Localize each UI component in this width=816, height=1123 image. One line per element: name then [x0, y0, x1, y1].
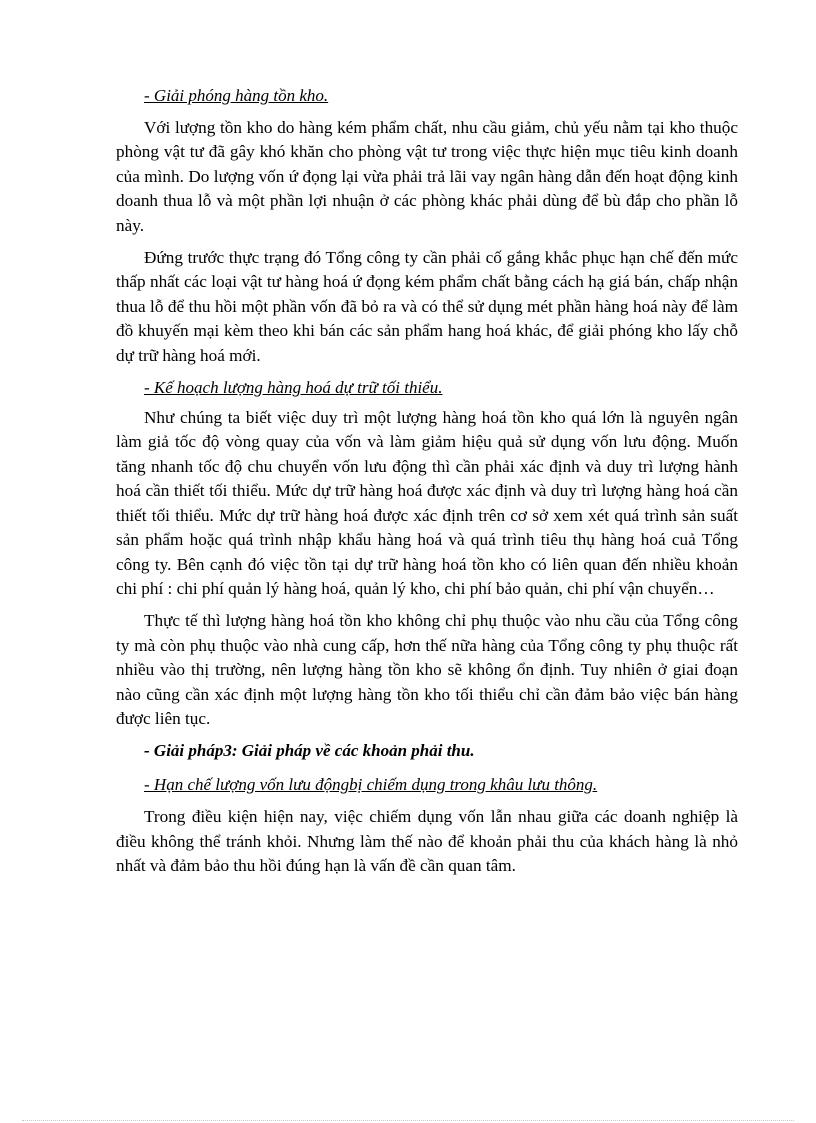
paragraph: Như chúng ta biết việc duy trì một lượng hàng hoá tồn kho quá lớn là nguyên ngân làm giả tốc độ vòng quay của vốn và làm giảm hiệu quả sử dụng vốn lưu động. Muốn tăng nhanh tốc độ chu chuyển vốn lưu động thì cần phải xác định và duy trì lượng hành hoá cần thiết tối thiểu. Mức dự trữ hàng hoá được xác định và duy trì lượng hàng hoá cần thiết tối thiểu. Mức dự trữ hàng hoá được xác định trên cơ sở xem xét quá trình sản suất sản phẩm hoặc quá trình nhập khẩu hàng hoá và quá trình tiêu thụ hàng hoá cuả Tổng công ty. Bên cạnh đó việc tồn tại dự trữ hàng hoá tồn kho có liên quan đến nhiều khoản chi phí : chi phí quản lý hàng hoá, quản lý kho, chi phí bảo quản, chi phí vận chuyển… — [116, 408, 738, 598]
page-bottom-divider — [22, 1120, 794, 1121]
section-heading-inventory-release: - Giải phóng hàng tồn kho. — [144, 86, 329, 105]
paragraph: Đứng trước thực trạng đó Tổng công ty cần phải cố gắng khắc phục hạn chế đến mức thấp nhất các loại vật tư hàng hoá ứ đọng kém phẩm chất bằng cách hạ giá bán, chấp nhận thua lỗ để thu hồi một phần vốn đã bỏ ra và có thể sử dụng mét phần hàng hoá này để làm đồ khuyến mại kèm theo khi bán các sản phẩm hang hoá khác, để giải phóng kho lấy chỗ dự trữ hàng hoá mới. — [116, 248, 738, 365]
section-heading-solution-3: - Giải pháp3: Giải pháp về các khoản phải thu. — [144, 741, 475, 761]
paragraph: Thực tế thì lượng hàng hoá tồn kho không chỉ phụ thuộc vào nhu cầu của Tổng công ty mà còn phụ thuộc vào nhà cung cấp, hơn thế nữa hàng của Tổng công ty phụ thuộc rất nhiều vào thị trường, nên lượng hàng tồn kho sẽ không ổn định. Tuy nhiên ở giai đoạn nào cũng cần xác định một lượng hàng tồn kho tối thiểu chỉ cần đảm bảo việc bán hàng được liên tục. — [116, 611, 738, 728]
paragraph: Trong điều kiện hiện nay, việc chiếm dụng vốn lẫn nhau giữa các doanh nghiệp là điều không thể tránh khỏi. Nhưng làm thế nào để khoản phải thu của khách hàng là nhỏ nhất và đảm bảo thu hồi đúng hạn là vấn đề cần quan tâm. — [116, 807, 738, 876]
section-heading-minimum-stock-plan: - Kế hoạch lượng hàng hoá dự trữ tối thiểu. — [144, 378, 443, 398]
document-page — [116, 84, 738, 887]
paragraph: Với lượng tồn kho do hàng kém phẩm chất, nhu cầu giảm, chủ yếu nằm tại kho thuộc phòng vật tư đã gây khó khăn cho phòng vật tư trong việc thực hiện mục tiêu kinh doanh của mình. Do lượng vốn ứ đọng lại vừa phải trả lãi vay ngân hàng dẫn đến hoạt động kinh doanh thua lỗ và một phần lợi nhuận ở các phòng khác phải dùng để bù đắp cho phần lỗ này. — [116, 118, 738, 235]
section-heading-limit-working-capital: - Hạn chế lượng vốn lưu độngbị chiếm dụng trong khâu lưu thông. — [144, 775, 598, 795]
